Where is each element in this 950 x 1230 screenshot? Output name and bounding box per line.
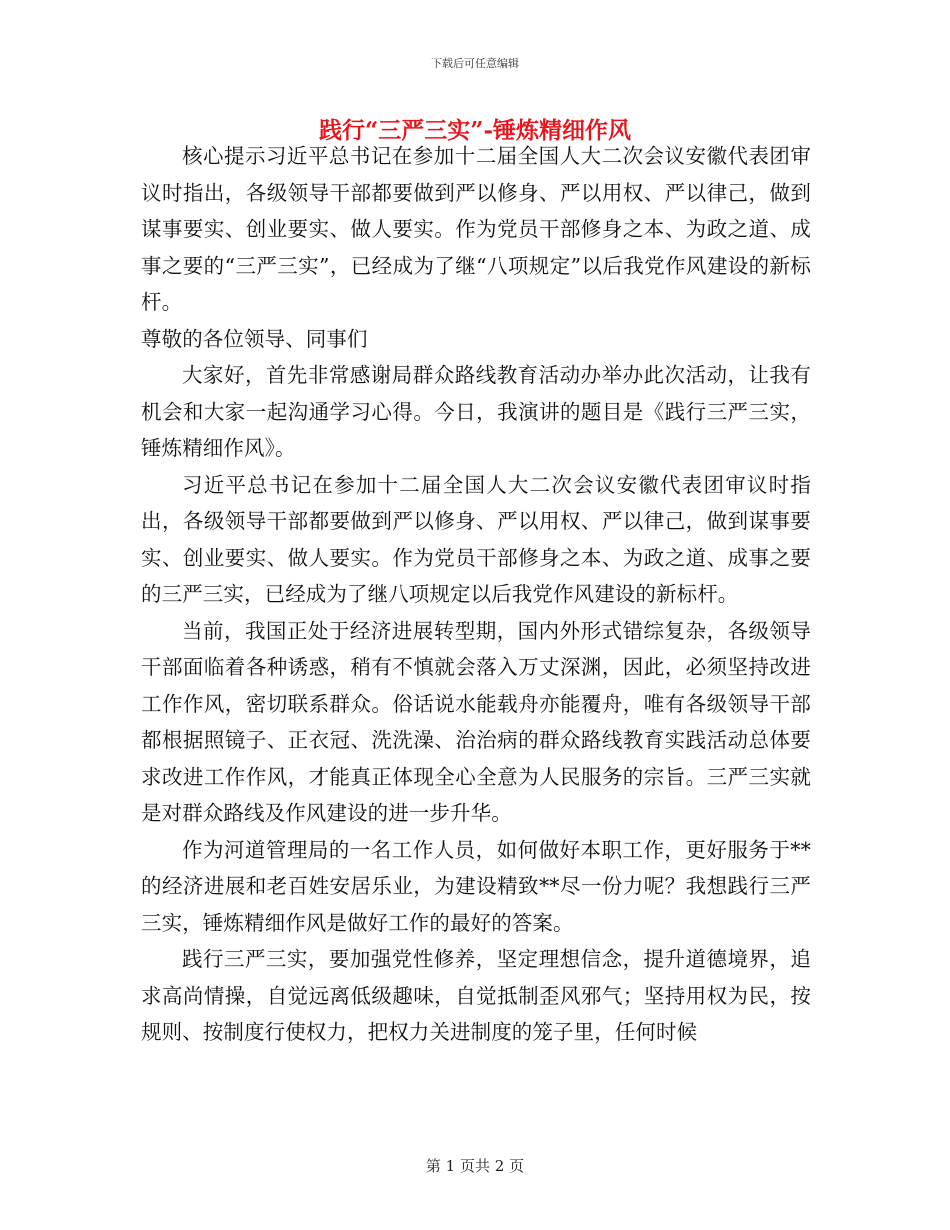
paragraph-summary: 核心提示习近平总书记在参加十二届全国人大二次会议安徽代表团审议时指出，各级领导干部都要做到严以修身、严以用权、严以律己，做到谋事要实、创业要实、做人要实。作为党员干部修身之本、为政之道、成事之要的“三严三实”，已经成为了继“八项规定”以后我党作风建设的新标杆。 — [141, 144, 811, 314]
paragraph-salutation: 尊敬的各位领导、同事们 — [141, 326, 368, 351]
paragraph-practice: 践行三严三实，要加强党性修养，坚定理想信念，提升道德境界，追求高尚情操，自觉远离低级趣味，自觉抵制歪风邪气；坚持用权为民，按规则、按制度行使权力，把权力关进制度的笼子里，任何时候 — [141, 947, 811, 1044]
paragraph-role: 作为河道管理局的一名工作人员，如何做好本职工作，更好服务于**的经济进展和老百姓安居乐业，为建设精致**尽一份力呢？我想践行三严三实，锤炼精细作风是做好工作的最好的答案。 — [141, 837, 811, 935]
document-title: 践行“三严三实”-锤炼精细作风 — [318, 117, 631, 144]
document-body — [141, 138, 811, 1051]
paragraph-context: 当前，我国正处于经济进展转型期，国内外形式错综复杂，各级领导干部面临着各种诱惑，稍有不慎就会落入万丈深渊，因此，必须坚持改进工作作风，密切联系群众。俗话说水能载舟亦能覆舟，唯有各级领导干部都根据照镜子、正衣冠、洗洗澡、治治病的群众路线教育实践活动总体要求改进工作作风，才能真正体现全心全意为人民服务的宗旨。三严三实就是对群众路线及作风建设的进一步升华。 — [141, 618, 811, 825]
page-header-note: 下载后可任意编辑 — [431, 57, 519, 70]
paragraph-quote: 习近平总书记在参加十二届全国人大二次会议安徽代表团审议时指出，各级领导干部都要做到严以修身、严以用权、严以律己，做到谋事要实、创业要实、做人要实。作为党员干部修身之本、为政之道、成事之要的三严三实，已经成为了继八项规定以后我党作风建设的新标杆。 — [141, 472, 811, 606]
page-footer-number: 第 1 页共 2 页 — [425, 1157, 525, 1175]
paragraph-greeting: 大家好，首先非常感谢局群众路线教育活动办举办此次活动，让我有机会和大家一起沟通学习心得。今日，我演讲的题目是《践行三严三实，锤炼精细作风》。 — [141, 363, 811, 460]
